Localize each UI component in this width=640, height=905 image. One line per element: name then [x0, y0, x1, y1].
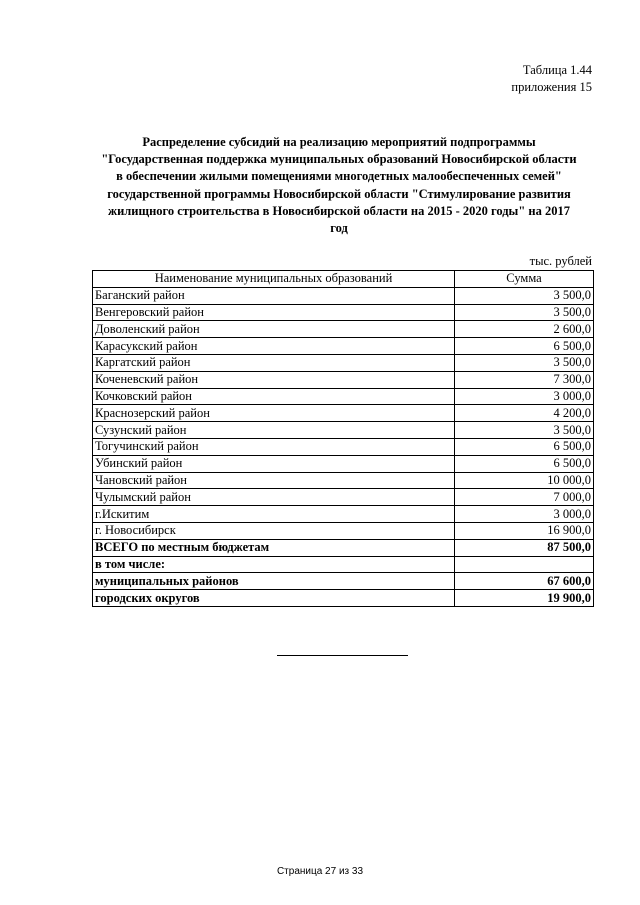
- municipality-name: Сузунский район: [93, 422, 455, 439]
- total-row: [93, 539, 594, 556]
- appendix-reference: приложения 15: [511, 80, 592, 94]
- subsidy-sum: 16 900,0: [455, 522, 594, 539]
- table-row: [93, 489, 594, 506]
- municipality-name: Доволенский район: [93, 321, 455, 338]
- units-label: тыс. рублей: [529, 254, 592, 268]
- subtotal-sum: 19 900,0: [455, 590, 594, 607]
- municipality-name: г. Новосибирск: [93, 522, 455, 539]
- table-row: [93, 422, 594, 439]
- municipality-name: Чановский район: [93, 472, 455, 489]
- table-row: [93, 287, 594, 304]
- subtotal-row-cities: [93, 590, 594, 607]
- subtotal-label: муниципальных районов: [93, 573, 455, 590]
- title-line: государственной программы Новосибирской области "Стимулирование развития: [107, 186, 571, 201]
- municipality-name: Баганский район: [93, 287, 455, 304]
- subsidy-sum: 7 300,0: [455, 371, 594, 388]
- municipality-name: Карасукский район: [93, 338, 455, 355]
- title-line: год: [330, 221, 348, 236]
- title-line: в обеспечении жилыми помещениями многодетных малообеспеченных семей": [116, 169, 562, 184]
- municipality-name: Чулымский район: [93, 489, 455, 506]
- subtotal-sum: 67 600,0: [455, 573, 594, 590]
- table-row: [93, 321, 594, 338]
- separator-line: [277, 655, 408, 656]
- subtotal-label: городских округов: [93, 590, 455, 607]
- subsidy-sum: 3 000,0: [455, 388, 594, 405]
- subsidy-table: [92, 270, 594, 607]
- total-label: ВСЕГО по местным бюджетам: [93, 539, 455, 556]
- including-label: в том числе:: [93, 556, 455, 573]
- column-header-sum: Сумма: [455, 271, 594, 288]
- table-row: [93, 522, 594, 539]
- including-empty-cell: [455, 556, 594, 573]
- table-row: [93, 438, 594, 455]
- subsidy-sum: 2 600,0: [455, 321, 594, 338]
- municipality-name: Венгеровский район: [93, 304, 455, 321]
- subtotal-row-districts: [93, 573, 594, 590]
- subsidy-sum: 10 000,0: [455, 472, 594, 489]
- subsidy-sum: 3 500,0: [455, 354, 594, 371]
- subsidy-sum: 3 000,0: [455, 506, 594, 523]
- municipality-name: Коченевский район: [93, 371, 455, 388]
- table-row: [93, 472, 594, 489]
- table-row: [93, 354, 594, 371]
- table-number: Таблица 1.44: [522, 63, 592, 77]
- municipality-name: Кочковский район: [93, 388, 455, 405]
- municipality-name: Убинский район: [93, 455, 455, 472]
- subsidy-sum: 6 500,0: [455, 438, 594, 455]
- subsidy-sum: 6 500,0: [455, 455, 594, 472]
- subsidy-sum: 3 500,0: [455, 287, 594, 304]
- page-number: Страница 27 из 33: [276, 866, 364, 877]
- subsidy-sum: 3 500,0: [455, 422, 594, 439]
- table-row: [93, 371, 594, 388]
- title-line: жилищного строительства в Новосибирской области на 2015 - 2020 годы" на 2017: [108, 203, 570, 218]
- table-header-row: [93, 271, 594, 288]
- table-row: [93, 455, 594, 472]
- table-row: [93, 506, 594, 523]
- table-row: [93, 405, 594, 422]
- municipality-name: г.Искитим: [93, 506, 455, 523]
- table-row: [93, 304, 594, 321]
- table-row: [93, 338, 594, 355]
- subsidy-sum: 3 500,0: [455, 304, 594, 321]
- subsidy-sum: 6 500,0: [455, 338, 594, 355]
- total-sum: 87 500,0: [455, 539, 594, 556]
- municipality-name: Каргатский район: [93, 354, 455, 371]
- subsidy-sum: 7 000,0: [455, 489, 594, 506]
- table-row: [93, 388, 594, 405]
- title-line: Распределение субсидий на реализацию мероприятий подпрограммы: [142, 135, 536, 149]
- column-header-name: Наименование муниципальных образований: [93, 271, 455, 288]
- municipality-name: Краснозерский район: [93, 405, 455, 422]
- document-title: [86, 134, 592, 237]
- including-row: [93, 556, 594, 573]
- subsidy-sum: 4 200,0: [455, 405, 594, 422]
- municipality-name: Тогучинский район: [93, 438, 455, 455]
- table-body: [93, 287, 594, 539]
- title-line: "Государственная поддержка муниципальных образований Новосибирской области: [101, 152, 577, 167]
